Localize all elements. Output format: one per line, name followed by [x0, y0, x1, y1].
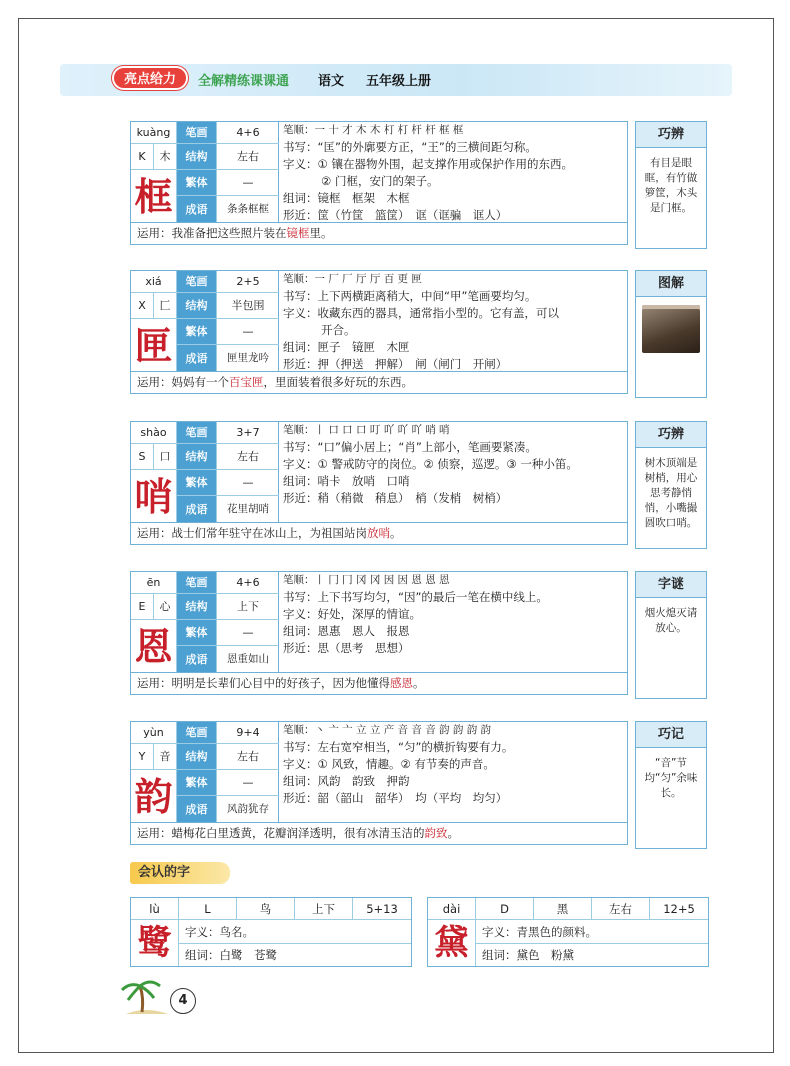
usage-sentence: 运用：战士们常年驻守在冰山上，为祖国站岗放哨。: [131, 522, 627, 544]
writing-tip: 书写：“匡”的外廓要方正，“王”的三横间距匀称。: [283, 140, 537, 154]
usage-sentence: 运用：妈妈有一个百宝匣，里面装着很多好玩的东西。: [131, 371, 627, 393]
letter: E: [131, 594, 154, 620]
strokes: 5+13: [366, 902, 398, 916]
writing-tip: 书写：“口”偏小居上；“肖”上部小，笔画要紧凑。: [283, 440, 537, 454]
word-group: 组词：黛色 粉黛: [482, 948, 574, 962]
structure: 上下: [217, 594, 279, 620]
side-tip-box: [635, 270, 707, 398]
letter: D: [476, 898, 534, 920]
label-bihua: 笔画: [177, 722, 217, 744]
side-tip-title: 字谜: [636, 572, 706, 598]
side-tip-box: [635, 571, 707, 699]
letter: Y: [131, 744, 154, 770]
side-tip-body: 烟火熄灭请放心。: [644, 607, 698, 634]
char-card: [130, 571, 628, 695]
label-jiegou: 结构: [177, 293, 217, 319]
usage-keyword: 百宝匣: [229, 375, 264, 389]
meaning-1: 字义：① 警戒防守的岗位。② 侦察，巡逻。③ 一种小笛。: [283, 457, 578, 471]
structure: 左右: [217, 444, 279, 470]
char-details: [283, 122, 623, 224]
usage-keyword: 韵致: [424, 826, 448, 840]
word-group: 组词：风韵 韵致 押韵: [283, 774, 410, 788]
word-group: 组词：恩惠 恩人 报恩: [283, 624, 410, 638]
meaning-2: ② 门框，安门的架子。: [321, 174, 439, 188]
main-character: 黛: [428, 920, 476, 966]
word-group: 组词：白鹭 苍鹭: [185, 948, 277, 962]
structure: 左右: [592, 898, 650, 920]
char-details: [283, 422, 623, 507]
traditional: —: [217, 319, 279, 345]
radical: 黑: [534, 898, 592, 920]
side-tip-title: 巧记: [636, 722, 706, 748]
char-info-grid: [131, 572, 279, 673]
label-chengyu: 成语: [177, 646, 217, 673]
idiom: 恩重如山: [227, 653, 269, 665]
traditional: —: [217, 470, 279, 496]
char-info-grid: [131, 722, 279, 823]
label-chengyu: 成语: [177, 496, 217, 523]
main-character: 韵: [131, 770, 177, 823]
letter: X: [131, 293, 154, 319]
meaning: 字义：鸟名。: [185, 925, 254, 939]
label-bihua: 笔画: [177, 572, 217, 594]
palm-tree-icon: [120, 978, 172, 1016]
recognize-card: [130, 897, 412, 967]
strokes: 9+4: [217, 722, 279, 744]
idiom: 匣里龙吟: [227, 352, 269, 364]
strokes: 12+5: [663, 902, 695, 916]
stroke-order: 笔顺：丶 亠 亠 立 立 产 音 音 音 韵 韵 韵 韵: [283, 724, 492, 736]
word-group: 组词：匣子 镜匣 木匣: [283, 340, 410, 354]
side-tip-box: [635, 421, 707, 549]
recognize-info-row: [428, 898, 708, 920]
similar-chars: 形近：韶（韶山 韶华） 均（平均 均匀）: [283, 791, 508, 805]
radical: 心: [154, 594, 177, 620]
char-card: [130, 270, 628, 394]
label-fanti: 繁体: [177, 620, 217, 646]
radical: 木: [154, 144, 177, 170]
traditional: —: [217, 170, 279, 196]
pinyin: lù: [131, 898, 179, 920]
char-card: [130, 421, 628, 545]
char-card: [130, 121, 628, 245]
main-character: 哨: [131, 470, 177, 523]
stroke-order: 笔顺：丨 冂 冂 冈 冈 因 因 恩 恩 恩: [283, 574, 450, 586]
char-details: [283, 572, 623, 657]
side-tip-box: [635, 121, 707, 249]
meaning-2: 开合。: [321, 323, 356, 337]
main-character: 鹭: [131, 920, 179, 966]
radical: 音: [154, 744, 177, 770]
meaning-1: 字义：① 风致，情趣。② 有节奏的声音。: [283, 757, 495, 771]
stroke-order: 笔顺：丨 口 口 口 叮 吖 吖 吖 哨 哨: [283, 424, 450, 436]
usage-keyword: 感恩: [390, 676, 413, 690]
char-info-grid: [131, 271, 279, 372]
char-details: [283, 271, 623, 373]
label-fanti: 繁体: [177, 170, 217, 196]
subject-label: 语文: [318, 74, 345, 89]
pinyin: dài: [428, 898, 476, 920]
char-info-grid: [131, 122, 279, 223]
side-tip-title: 图解: [636, 271, 706, 297]
side-tip-body: 树木顶端是树梢，用心思考静悄悄，小嘴撮圆吹口哨。: [644, 457, 698, 529]
meaning: 字义：青黑色的颜料。: [482, 925, 597, 939]
meaning-1: 字义：收藏东西的器具，通常指小型的。它有盖，可以: [283, 306, 559, 320]
structure: 上下: [295, 898, 353, 920]
letter: L: [179, 898, 237, 920]
strokes: 4+6: [217, 122, 279, 144]
series-badge: 亮点给力: [112, 66, 188, 90]
meaning-1: 字义：① 镶在器物外围，起支撑作用或保护作用的东西。: [283, 157, 573, 171]
stroke-order: 笔顺：一 十 才 木 木 朾 朾 杆 杆 框 框: [283, 124, 464, 136]
row-divider: [476, 943, 708, 944]
usage-keyword: 镜框: [286, 226, 310, 240]
grade-label: 五年级上册: [366, 74, 432, 89]
label-fanti: 繁体: [177, 770, 217, 796]
char-card: [130, 721, 628, 845]
label-jiegou: 结构: [177, 444, 217, 470]
label-jiegou: 结构: [177, 594, 217, 620]
strokes: 3+7: [217, 422, 279, 444]
label-chengyu: 成语: [177, 196, 217, 223]
label-bihua: 笔画: [177, 271, 217, 293]
usage-sentence: 运用：明明是长辈们心目中的好孩子，因为他懂得感恩。: [131, 672, 627, 694]
similar-chars: 形近：押（押送 押解） 闸（闸门 开闸）: [283, 357, 508, 371]
stroke-order: 笔顺：一 厂 厂 厅 厅 百 更 匣: [283, 273, 422, 285]
letter: K: [131, 144, 154, 170]
traditional: —: [217, 620, 279, 646]
strokes: 4+6: [217, 572, 279, 594]
idiom: 风韵犹存: [227, 803, 269, 815]
usage-sentence: 运用：我准备把这些照片装在镜框里。: [131, 222, 627, 244]
label-fanti: 繁体: [177, 470, 217, 496]
label-bihua: 笔画: [177, 422, 217, 444]
side-tip-body: “音”节均“匀”余味长。: [644, 757, 698, 799]
char-info-grid: [131, 422, 279, 523]
wooden-box-illustration: [642, 305, 700, 353]
meaning-1: 字义：好处，深厚的情谊。: [283, 607, 421, 621]
pinyin: ēn: [131, 572, 177, 594]
label-jiegou: 结构: [177, 744, 217, 770]
section-title-recognize: 会认的字: [130, 862, 230, 884]
writing-tip: 书写：上下两横距离稍大，中间“甲”笔画要均匀。: [283, 289, 537, 303]
similar-chars: 形近：思（思考 思想）: [283, 641, 410, 655]
main-character: 框: [131, 170, 177, 223]
letter: S: [131, 444, 154, 470]
pinyin: xiá: [131, 271, 177, 293]
label-chengyu: 成语: [177, 796, 217, 823]
idiom: 花里胡哨: [227, 503, 269, 515]
label-jiegou: 结构: [177, 144, 217, 170]
pinyin: yùn: [131, 722, 177, 744]
similar-chars: 形近：稍（稍微 稍息） 梢（发梢 树梢）: [283, 491, 508, 505]
writing-tip: 书写：左右宽窄相当，“匀”的横折钩要有力。: [283, 740, 514, 754]
usage-sentence: 运用：蜡梅花白里透黄，花瓣润泽透明，很有冰清玉洁的韵致。: [131, 822, 627, 844]
main-character: 匣: [131, 319, 177, 372]
pinyin: kuàng: [131, 122, 177, 144]
structure: 左右: [217, 144, 279, 170]
row-divider: [179, 943, 411, 944]
side-tip-title: 巧辨: [636, 122, 706, 148]
page-number: 4: [170, 988, 196, 1014]
radical: 鸟: [237, 898, 295, 920]
recognize-info-row: [131, 898, 411, 920]
strokes: 2+5: [217, 271, 279, 293]
recognize-card: [427, 897, 709, 967]
word-group: 组词：哨卡 放哨 口哨: [283, 474, 410, 488]
side-tip-title: 巧辨: [636, 422, 706, 448]
char-details: [283, 722, 623, 807]
main-character: 恩: [131, 620, 177, 673]
side-tip-box: [635, 721, 707, 849]
radical: 口: [154, 444, 177, 470]
structure: 半包围: [217, 293, 279, 319]
label-bihua: 笔画: [177, 122, 217, 144]
word-group: 组词：镜框 框架 木框: [283, 191, 410, 205]
similar-chars: 形近：筐（竹筐 篮筐） 诓（诓骗 诓人）: [283, 208, 508, 222]
structure: 左右: [217, 744, 279, 770]
side-tip-body: 有目是眼眶，有竹做箩筐，木头是门框。: [644, 157, 698, 214]
series-title: 全解精练课课通: [198, 74, 290, 89]
idiom: 条条框框: [227, 203, 269, 215]
pinyin: shào: [131, 422, 177, 444]
traditional: —: [217, 770, 279, 796]
usage-keyword: 放哨: [367, 526, 390, 540]
writing-tip: 书写：上下书写均匀，“因”的最后一笔在横中线上。: [283, 590, 548, 604]
label-fanti: 繁体: [177, 319, 217, 345]
label-chengyu: 成语: [177, 345, 217, 372]
radical: 匚: [154, 293, 177, 319]
